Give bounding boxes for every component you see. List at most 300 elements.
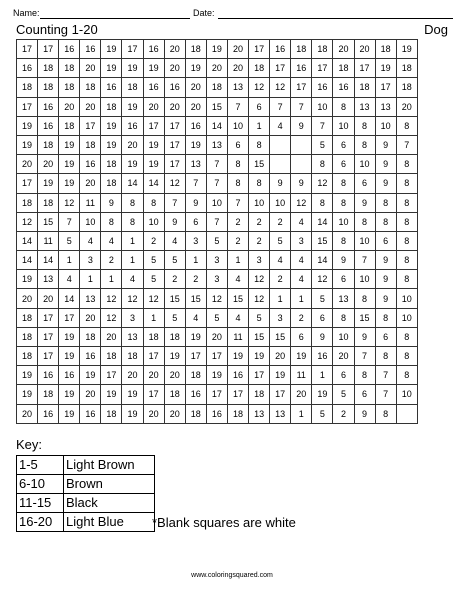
grid-cell: 6: [333, 135, 354, 154]
grid-cell: 18: [396, 78, 417, 97]
grid-cell: 5: [164, 251, 185, 270]
grid-cell: 16: [227, 366, 248, 385]
grid-cell: 7: [312, 116, 333, 135]
grid-cell: 8: [101, 212, 122, 231]
grid-cell: [291, 135, 312, 154]
grid-cell: 2: [227, 212, 248, 231]
grid-cell: 1: [143, 308, 164, 327]
grid-cell: 9: [354, 404, 375, 423]
grid-cell: 8: [333, 308, 354, 327]
grid-cell: 3: [206, 270, 227, 289]
grid-cell: 9: [101, 193, 122, 212]
grid-cell: 11: [291, 366, 312, 385]
grid-cell: 19: [17, 385, 38, 404]
grid-cell: 17: [312, 59, 333, 78]
grid-row: [17, 404, 418, 423]
grid-cell: 18: [101, 155, 122, 174]
grid-cell: 9: [375, 155, 396, 174]
grid-cell: 4: [227, 270, 248, 289]
grid-cell: 8: [375, 308, 396, 327]
grid-cell: 17: [143, 385, 164, 404]
date-label: Date:: [193, 8, 215, 18]
grid-cell: 13: [122, 327, 143, 346]
grid-row: [17, 59, 418, 78]
grid-cell: 14: [312, 251, 333, 270]
grid-cell: 17: [291, 78, 312, 97]
grid-cell: 16: [291, 59, 312, 78]
grid-cell: 17: [38, 308, 59, 327]
grid-cell: 17: [164, 116, 185, 135]
grid-cell: 19: [270, 366, 291, 385]
grid-cell: 18: [101, 404, 122, 423]
grid-cell: 12: [249, 289, 270, 308]
grid-row: [17, 289, 418, 308]
grid-row: [17, 155, 418, 174]
grid-cell: 10: [249, 193, 270, 212]
grid-cell: 20: [80, 385, 101, 404]
grid-cell: 9: [375, 289, 396, 308]
key-row: [17, 456, 155, 475]
grid-cell: 10: [333, 327, 354, 346]
worksheet-title: Counting 1-20: [16, 22, 98, 37]
grid-cell: 18: [80, 78, 101, 97]
grid-cell: 7: [354, 251, 375, 270]
grid-cell: 10: [396, 385, 417, 404]
grid-cell: 10: [80, 212, 101, 231]
key-row: [17, 475, 155, 494]
grid-cell: 16: [59, 366, 80, 385]
grid-cell: 10: [270, 193, 291, 212]
grid-cell: 8: [396, 193, 417, 212]
grid-cell: 3: [122, 308, 143, 327]
grid-cell: 18: [143, 327, 164, 346]
grid-cell: 17: [38, 40, 59, 59]
grid-cell: 8: [396, 155, 417, 174]
grid-row: [17, 174, 418, 193]
grid-cell: 19: [59, 404, 80, 423]
grid-cell: 5: [312, 289, 333, 308]
grid-cell: 17: [17, 40, 38, 59]
grid-cell: 7: [185, 174, 206, 193]
grid-cell: 13: [227, 78, 248, 97]
grid-cell: 19: [17, 116, 38, 135]
grid-row: [17, 97, 418, 116]
grid-cell: 4: [80, 231, 101, 250]
grid-cell: 5: [59, 231, 80, 250]
grid-cell: 4: [291, 212, 312, 231]
grid-cell: 18: [122, 78, 143, 97]
grid-cell: 20: [291, 385, 312, 404]
grid-cell: 1: [122, 251, 143, 270]
grid-cell: 14: [312, 212, 333, 231]
key-range: 16-20: [17, 513, 64, 532]
grid-cell: 15: [227, 289, 248, 308]
grid-cell: 18: [354, 78, 375, 97]
grid-cell: 7: [206, 174, 227, 193]
grid-cell: 17: [80, 116, 101, 135]
grid-cell: 7: [375, 366, 396, 385]
grid-cell: 18: [17, 347, 38, 366]
grid-cell: 19: [185, 327, 206, 346]
grid-cell: 11: [227, 327, 248, 346]
grid-row: [17, 251, 418, 270]
grid-cell: 18: [38, 135, 59, 154]
grid-cell: 8: [375, 404, 396, 423]
key-color-name: Black: [64, 494, 155, 513]
grid-cell: 18: [101, 97, 122, 116]
grid-cell: 19: [143, 155, 164, 174]
grid-cell: 18: [80, 135, 101, 154]
grid-cell: 8: [333, 231, 354, 250]
grid-cell: 18: [101, 174, 122, 193]
grid-cell: 8: [375, 212, 396, 231]
grid-cell: 15: [38, 212, 59, 231]
grid-cell: 6: [333, 366, 354, 385]
grid-cell: 3: [249, 251, 270, 270]
grid-cell: 20: [164, 404, 185, 423]
grid-cell: 8: [312, 193, 333, 212]
color-key: [16, 455, 155, 532]
grid-cell: 1: [249, 116, 270, 135]
grid-cell: 1: [312, 366, 333, 385]
grid-cell: 18: [185, 404, 206, 423]
grid-cell: 8: [249, 174, 270, 193]
grid-cell: 8: [333, 193, 354, 212]
grid-cell: 19: [80, 366, 101, 385]
grid-cell: 17: [143, 116, 164, 135]
grid-cell: 16: [38, 116, 59, 135]
grid-cell: 19: [249, 347, 270, 366]
grid-cell: 7: [375, 385, 396, 404]
grid-cell: 5: [206, 231, 227, 250]
grid-cell: 17: [206, 347, 227, 366]
grid-cell: 8: [375, 193, 396, 212]
grid-cell: 15: [249, 327, 270, 346]
grid-cell: 8: [354, 289, 375, 308]
grid-cell: 3: [270, 308, 291, 327]
grid-row: [17, 270, 418, 289]
grid-cell: 19: [143, 135, 164, 154]
grid-cell: 2: [164, 270, 185, 289]
grid-cell: 12: [122, 289, 143, 308]
grid-cell: 8: [396, 347, 417, 366]
grid-cell: 17: [143, 347, 164, 366]
grid-cell: 8: [143, 193, 164, 212]
grid-cell: 8: [396, 231, 417, 250]
grid-cell: 16: [164, 78, 185, 97]
grid-cell: 6: [333, 270, 354, 289]
grid-cell: 1: [101, 270, 122, 289]
grid-cell: 20: [101, 327, 122, 346]
grid-cell: 18: [38, 193, 59, 212]
grid-cell: 8: [396, 174, 417, 193]
grid-cell: 1: [80, 270, 101, 289]
grid-cell: 4: [291, 251, 312, 270]
grid-cell: 20: [143, 404, 164, 423]
grid-cell: 16: [80, 155, 101, 174]
grid-cell: 8: [396, 327, 417, 346]
grid-cell: 2: [249, 212, 270, 231]
grid-cell: 15: [354, 308, 375, 327]
grid-cell: 8: [354, 366, 375, 385]
grid-cell: 19: [59, 174, 80, 193]
grid-cell: 17: [375, 78, 396, 97]
grid-cell: 3: [80, 251, 101, 270]
grid-cell: 17: [164, 155, 185, 174]
grid-cell: 20: [17, 289, 38, 308]
grid-cell: 7: [227, 193, 248, 212]
grid-cell: 18: [164, 385, 185, 404]
grid-cell: 9: [375, 174, 396, 193]
grid-cell: 13: [185, 155, 206, 174]
grid-cell: 6: [185, 212, 206, 231]
grid-cell: 4: [101, 231, 122, 250]
grid-cell: 15: [249, 155, 270, 174]
grid-cell: 17: [270, 59, 291, 78]
grid-cell: 18: [206, 78, 227, 97]
grid-cell: 2: [333, 404, 354, 423]
grid-cell: 18: [101, 347, 122, 366]
grid-cell: 14: [206, 116, 227, 135]
grid-cell: 6: [375, 327, 396, 346]
grid-cell: 10: [396, 289, 417, 308]
grid-cell: 15: [312, 231, 333, 250]
grid-cell: 19: [375, 59, 396, 78]
grid-cell: 19: [396, 40, 417, 59]
grid-cell: 1: [227, 251, 248, 270]
grid-cell: 8: [354, 212, 375, 231]
grid-row: [17, 347, 418, 366]
grid-cell: 16: [38, 97, 59, 116]
grid-cell: 20: [38, 155, 59, 174]
grid-cell: 5: [143, 251, 164, 270]
grid-cell: 16: [17, 59, 38, 78]
grid-cell: 20: [143, 97, 164, 116]
grid-cell: 8: [333, 174, 354, 193]
grid-cell: 8: [122, 193, 143, 212]
grid-cell: 14: [59, 289, 80, 308]
grid-cell: 18: [38, 59, 59, 78]
grid-cell: 13: [80, 289, 101, 308]
grid-cell: 9: [375, 251, 396, 270]
grid-cell: 15: [270, 327, 291, 346]
grid-cell: 7: [354, 347, 375, 366]
grid-cell: 9: [354, 327, 375, 346]
grid-cell: 10: [354, 270, 375, 289]
grid-cell: 19: [185, 135, 206, 154]
grid-cell: 2: [291, 308, 312, 327]
grid-cell: 18: [396, 59, 417, 78]
grid-cell: 5: [312, 135, 333, 154]
grid-cell: 20: [227, 59, 248, 78]
grid-cell: 2: [249, 231, 270, 250]
grid-cell: 4: [227, 308, 248, 327]
grid-cell: 2: [101, 251, 122, 270]
grid-cell: 16: [143, 78, 164, 97]
grid-cell: 19: [59, 155, 80, 174]
grid-cell: 14: [38, 251, 59, 270]
grid-cell: 13: [206, 135, 227, 154]
key-row: [17, 494, 155, 513]
grid-cell: 16: [80, 347, 101, 366]
grid-cell: 16: [38, 404, 59, 423]
grid-cell: 2: [270, 212, 291, 231]
grid-cell: 13: [270, 404, 291, 423]
grid-cell: 2: [270, 270, 291, 289]
name-line: [40, 18, 190, 19]
grid-cell: 17: [101, 366, 122, 385]
grid-cell: 20: [80, 174, 101, 193]
key-color-name: Light Brown: [64, 456, 155, 475]
grid-cell: 19: [122, 59, 143, 78]
grid-cell: 17: [38, 347, 59, 366]
grid-cell: 5: [143, 270, 164, 289]
grid-cell: 8: [354, 135, 375, 154]
grid-cell: 16: [101, 78, 122, 97]
grid-row: [17, 40, 418, 59]
grid-cell: 4: [164, 231, 185, 250]
grid-cell: 8: [122, 212, 143, 231]
grid-cell: 19: [59, 135, 80, 154]
grid-cell: 20: [59, 97, 80, 116]
grid-cell: 11: [80, 193, 101, 212]
grid-cell: 19: [59, 327, 80, 346]
grid-cell: 14: [17, 251, 38, 270]
grid-cell: 17: [354, 59, 375, 78]
grid-cell: 3: [291, 231, 312, 250]
grid-cell: 20: [206, 59, 227, 78]
grid-cell: 7: [270, 97, 291, 116]
grid-cell: 19: [143, 59, 164, 78]
grid-cell: 9: [312, 327, 333, 346]
grid-cell: 20: [164, 366, 185, 385]
grid-cell: 12: [143, 289, 164, 308]
grid-cell: 12: [101, 308, 122, 327]
grid-cell: 18: [333, 59, 354, 78]
grid-cell: 20: [80, 308, 101, 327]
grid-cell: 15: [206, 97, 227, 116]
key-color-name: Light Blue: [64, 513, 155, 532]
grid-cell: 9: [185, 193, 206, 212]
grid-row: [17, 308, 418, 327]
grid-cell: 19: [122, 155, 143, 174]
grid-cell: 18: [291, 40, 312, 59]
grid-cell: 17: [17, 174, 38, 193]
grid-cell: 10: [206, 193, 227, 212]
grid-row: [17, 116, 418, 135]
grid-cell: 20: [122, 366, 143, 385]
grid-cell: 2: [227, 231, 248, 250]
number-grid: [16, 39, 418, 424]
grid-cell: 6: [333, 155, 354, 174]
grid-cell: 10: [333, 116, 354, 135]
grid-cell: 12: [249, 78, 270, 97]
grid-cell: 17: [270, 385, 291, 404]
grid-cell: 20: [333, 40, 354, 59]
grid-cell: 5: [270, 231, 291, 250]
grid-cell: 20: [164, 97, 185, 116]
grid-cell: 19: [312, 385, 333, 404]
grid-cell: 19: [206, 40, 227, 59]
grid-cell: 18: [17, 193, 38, 212]
grid-cell: 20: [122, 135, 143, 154]
grid-cell: 1: [270, 289, 291, 308]
grid-cell: 9: [375, 135, 396, 154]
grid-cell: 17: [164, 135, 185, 154]
grid-cell: 4: [270, 251, 291, 270]
grid-cell: 17: [38, 327, 59, 346]
date-line: [218, 18, 453, 19]
grid-cell: 10: [227, 116, 248, 135]
grid-cell: [396, 404, 417, 423]
grid-cell: 8: [396, 366, 417, 385]
grid-cell: 18: [312, 40, 333, 59]
grid-cell: 16: [333, 78, 354, 97]
grid-cell: 16: [185, 116, 206, 135]
grid-cell: 18: [164, 327, 185, 346]
grid-row: [17, 193, 418, 212]
grid-cell: 9: [291, 116, 312, 135]
grid-cell: 9: [291, 174, 312, 193]
grid-cell: 18: [249, 385, 270, 404]
grid-cell: 13: [38, 270, 59, 289]
grid-cell: 16: [185, 385, 206, 404]
grid-cell: 17: [59, 308, 80, 327]
grid-cell: [291, 155, 312, 174]
grid-cell: 1: [291, 289, 312, 308]
grid-row: [17, 385, 418, 404]
grid-cell: 5: [164, 308, 185, 327]
grid-cell: 18: [375, 40, 396, 59]
grid-cell: 16: [80, 40, 101, 59]
grid-cell: 20: [17, 155, 38, 174]
grid-cell: 20: [143, 366, 164, 385]
grid-cell: 15: [185, 289, 206, 308]
grid-cell: 20: [80, 97, 101, 116]
grid-cell: 20: [396, 97, 417, 116]
grid-cell: 6: [354, 385, 375, 404]
blank-squares-note: *Blank squares are white: [152, 515, 296, 530]
grid-cell: 12: [270, 78, 291, 97]
grid-cell: 17: [227, 385, 248, 404]
grid-cell: 12: [164, 174, 185, 193]
grid-cell: 8: [227, 155, 248, 174]
grid-cell: 17: [206, 385, 227, 404]
grid-row: [17, 212, 418, 231]
grid-cell: 1: [122, 231, 143, 250]
grid-cell: 18: [59, 59, 80, 78]
grid-cell: 18: [185, 366, 206, 385]
grid-cell: 15: [164, 289, 185, 308]
grid-cell: 3: [206, 251, 227, 270]
grid-row: [17, 366, 418, 385]
grid-cell: 1: [291, 404, 312, 423]
grid-cell: 19: [17, 270, 38, 289]
grid-cell: 19: [59, 385, 80, 404]
grid-cell: 17: [122, 40, 143, 59]
grid-cell: 8: [396, 251, 417, 270]
grid-cell: 13: [249, 404, 270, 423]
grid-cell: 17: [17, 97, 38, 116]
grid-cell: 17: [249, 366, 270, 385]
grid-row: [17, 78, 418, 97]
grid-cell: 18: [185, 40, 206, 59]
grid-cell: 12: [312, 270, 333, 289]
grid-cell: 16: [206, 404, 227, 423]
grid-cell: 19: [38, 174, 59, 193]
key-range: 6-10: [17, 475, 64, 494]
grid-cell: 20: [164, 59, 185, 78]
